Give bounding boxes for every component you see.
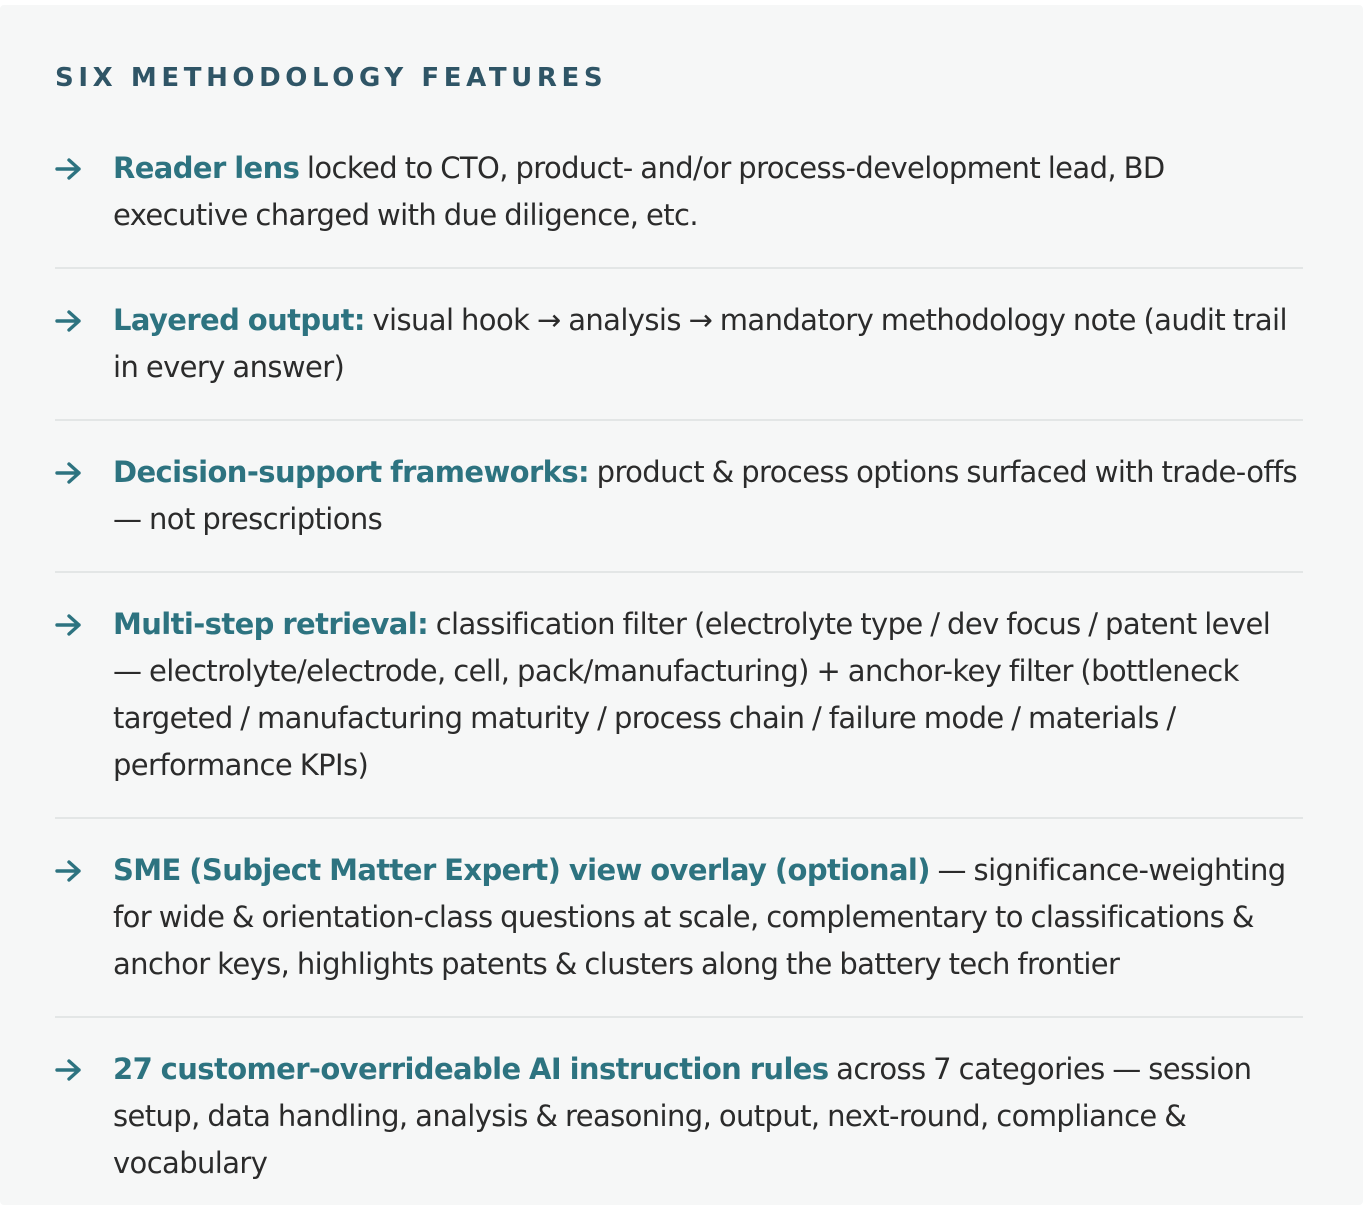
- feature-label: Decision-support frameworks:: [113, 455, 590, 489]
- arrow-right-icon: [55, 297, 113, 344]
- feature-item: [55, 1046, 1303, 1187]
- arrow-right-icon: [55, 601, 113, 648]
- feature-description: across 7 categories — session setup, data handling, analysis & reasoning, output, next-round, compliance & vocabulary: [113, 1052, 1252, 1180]
- feature-item: [55, 145, 1303, 269]
- feature-text: [113, 449, 1303, 543]
- feature-item: [55, 847, 1303, 1018]
- feature-label: Reader lens: [113, 151, 300, 185]
- feature-description: product & process options surfaced with trade-offs — not prescriptions: [113, 455, 1298, 536]
- feature-description: classification filter (electrolyte type / dev focus / patent level — electrolyte/electrode, cell, pack/manufacturing) + anchor-key filter (bottleneck targeted / manufacturing maturity / process chain / failure mode / materials / performance KPIs): [113, 607, 1271, 782]
- feature-label: 27 customer-overrideable AI instruction rules: [113, 1052, 829, 1086]
- methodology-card: [0, 5, 1363, 1205]
- feature-text: [113, 601, 1303, 789]
- feature-text: [113, 145, 1303, 239]
- arrow-right-icon: [55, 449, 113, 496]
- feature-label: Multi-step retrieval:: [113, 607, 429, 641]
- feature-description: locked to CTO, product- and/or process-development lead, BD executive charged with due diligence, etc.: [113, 151, 1165, 232]
- feature-description: visual hook → analysis → mandatory methodology note (audit trail in every answer): [113, 303, 1287, 384]
- section-title: SIX METHODOLOGY FEATURES: [55, 63, 608, 93]
- arrow-right-icon: [55, 145, 113, 192]
- feature-item: [55, 601, 1303, 819]
- feature-text: [113, 847, 1303, 988]
- feature-text: [113, 1046, 1303, 1187]
- feature-list: [55, 145, 1303, 1187]
- feature-item: [55, 297, 1303, 421]
- arrow-right-icon: [55, 1046, 113, 1093]
- feature-text: [113, 297, 1303, 391]
- feature-description: — significance-weighting for wide & orientation-class questions at scale, complementary to classifications & anchor keys, highlights patents & clusters along the battery tech frontier: [113, 853, 1286, 981]
- feature-label: SME (Subject Matter Expert) view overlay (optional): [113, 853, 930, 887]
- feature-item: [55, 449, 1303, 573]
- arrow-right-icon: [55, 847, 113, 894]
- feature-label: Layered output:: [113, 303, 365, 337]
